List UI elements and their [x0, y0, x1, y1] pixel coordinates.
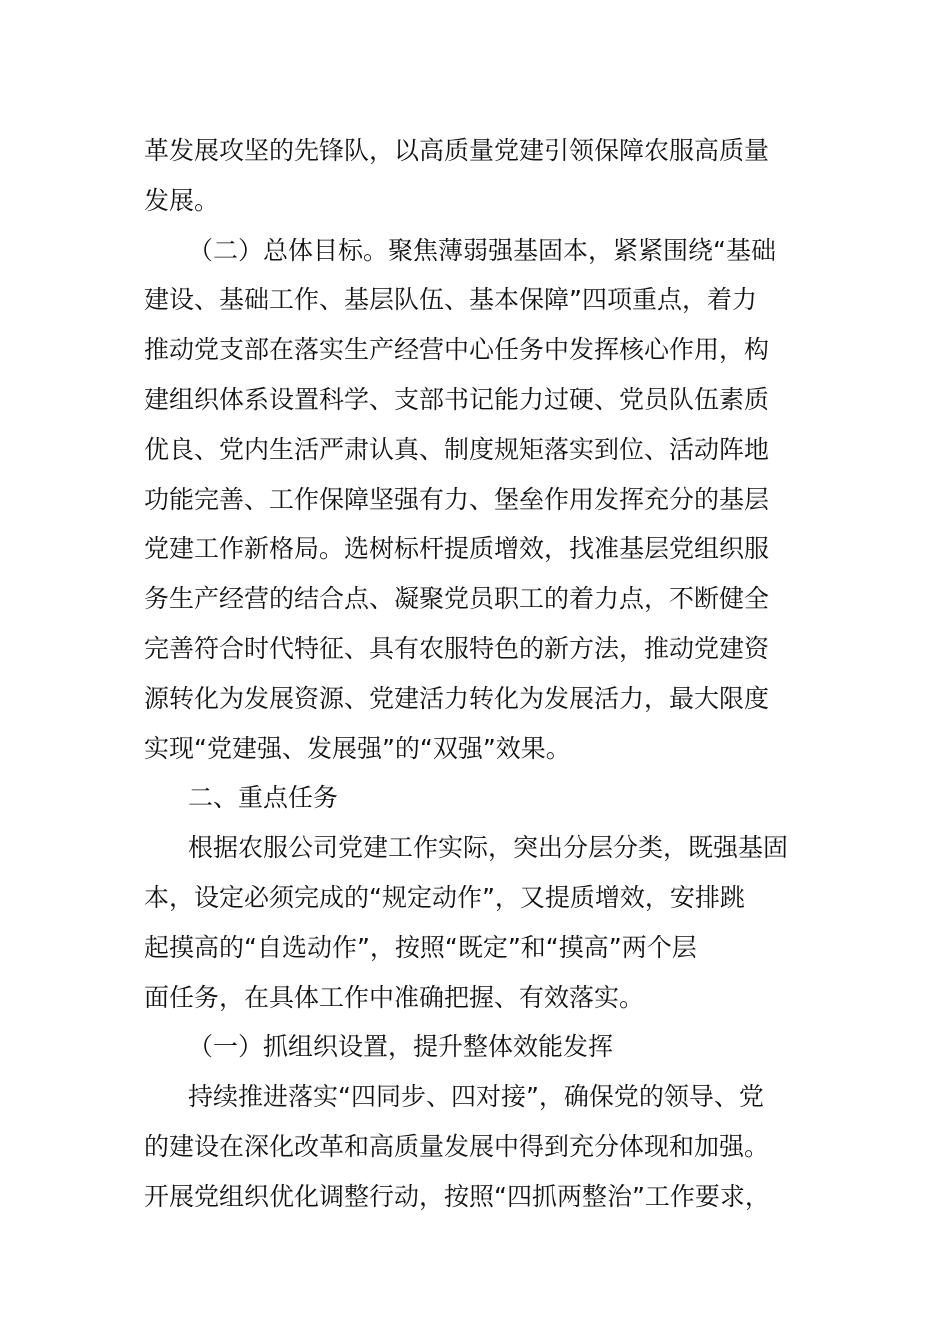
text-line: 的建设在深化改革和高质量发展中得到充分体现和加强。	[144, 1131, 770, 1161]
text-line: 源转化为发展资源、党建活力转化为发展活力，最大限度	[144, 683, 770, 713]
section-heading: 二、重点任务	[188, 783, 339, 813]
text-line: 建设、基础工作、基层队伍、基本保障”四项重点，着力	[144, 285, 757, 315]
paragraph-start: 持续推进落实“四同步、四对接”，确保党的领导、党	[188, 1082, 764, 1112]
text-line: 优良、党内生活严肃认真、制度规矩落实到位、活动阵地	[144, 434, 770, 464]
text-line: 起摸高的“自选动作”，按照“既定”和“摸高”两个层	[144, 932, 697, 962]
text-line: 建组织体系设置科学、支部书记能力过硬、党员队伍素质	[144, 384, 770, 414]
text-line: 发展。	[144, 185, 220, 215]
text-line: 实现“党建强、发展强”的“双强”效果。	[144, 733, 571, 763]
text-line: 功能完善、工作保障坚强有力、堡垒作用发挥充分的基层	[144, 484, 770, 514]
text-line: 革发展攻坚的先锋队，以高质量党建引领保障农服高质量	[144, 136, 770, 165]
text-line: 本，设定必须完成的“规定动作”，又提质增效，安排跳	[144, 882, 745, 912]
text-line: 面任务，在具体工作中准确把握、有效落实。	[144, 982, 645, 1012]
paragraph-start: 根据农服公司党建工作实际，突出分层分类，既强基固	[188, 833, 789, 863]
text-line: 党建工作新格局。选树标杆提质增效，找准基层党组织服	[144, 534, 770, 564]
subsection-heading: （一）抓组织设置，提升整体效能发挥	[188, 1032, 614, 1062]
section-heading: （二）总体目标。聚焦薄弱强基固本，紧紧围绕“基础	[188, 235, 776, 265]
text-line: 推动党支部在落实生产经营中心任务中发挥核心作用，构	[144, 335, 770, 365]
text-line: 务生产经营的结合点、凝聚党员职工的着力点，不断健全	[144, 584, 770, 614]
body-text	[144, 126, 816, 1222]
text-line: 完善符合时代特征、具有农服特色的新方法，推动党建资	[144, 633, 770, 663]
text-line: 开展党组织优化调整行动，按照“四抓两整治”工作要求，	[144, 1181, 770, 1211]
